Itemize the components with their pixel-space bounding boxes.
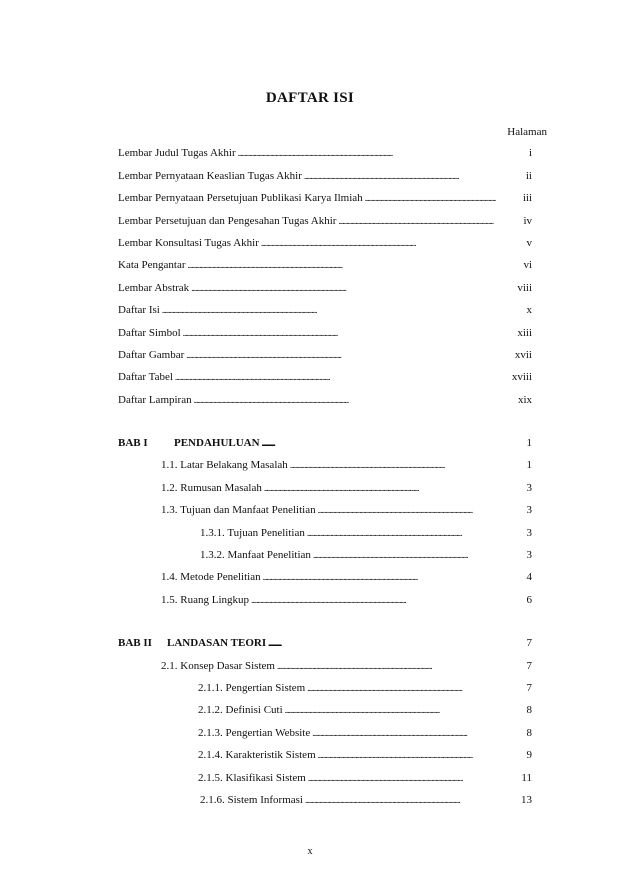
- section-number: 2.1.2.: [198, 704, 223, 717]
- toc-entry-daftar-gambar[interactable]: [118, 340, 532, 362]
- dot-leader: [263, 571, 496, 584]
- section-title: Ruang Lingkup: [180, 593, 249, 606]
- toc-entry-page: 6: [526, 593, 532, 606]
- toc-section-label: [118, 794, 303, 807]
- toc-section-2-1-6[interactable]: [118, 785, 532, 807]
- toc-section-label: [118, 504, 316, 517]
- toc-entry-page: 8: [526, 704, 532, 717]
- toc-entry-label: Daftar Simbol: [118, 326, 181, 339]
- section-number: 1.1.: [161, 459, 178, 472]
- toc-entry-daftar-tabel[interactable]: [118, 362, 532, 384]
- toc-entry-page: ii: [525, 169, 532, 182]
- section-title: Pengertian Sistem: [225, 681, 306, 694]
- dot-leader: [365, 192, 496, 205]
- toc-entry-lembar-pernyataan-keaslian[interactable]: [118, 160, 532, 182]
- section-gap: [118, 407, 532, 428]
- toc-entry-label: Lembar Abstrak: [118, 281, 190, 294]
- toc-entry-lembar-konsultasi[interactable]: [118, 228, 532, 250]
- toc-entry-label: Daftar Tabel: [118, 371, 173, 384]
- toc-entry-label: Lembar Pernyataan Keaslian Tugas Akhir: [118, 169, 302, 182]
- toc-entry-page: vi: [523, 259, 532, 272]
- toc-section-label: [118, 660, 275, 673]
- section-number: 2.1.6.: [200, 793, 225, 806]
- toc-section-label: [118, 527, 305, 540]
- section-title: Klasifikasi Sistem: [225, 771, 306, 784]
- section-number: 2.1.5.: [198, 771, 223, 784]
- chapter-title: PENDAHULUAN: [174, 437, 260, 450]
- toc-entry-label: Lembar Konsultasi Tugas Akhir: [118, 236, 259, 249]
- section-number: 2.1.3.: [198, 726, 223, 739]
- toc-entry-page: 3: [526, 504, 532, 517]
- toc-section-label: [118, 772, 306, 785]
- toc-section-2-1-4[interactable]: [118, 740, 532, 762]
- dot-leader: [264, 482, 496, 495]
- toc-entry-label: Daftar Gambar: [118, 348, 185, 361]
- toc-section-label: [118, 727, 310, 740]
- toc-section-1-3-2[interactable]: [118, 540, 532, 562]
- dot-leader: [162, 304, 496, 317]
- toc-section-label: [118, 594, 249, 607]
- toc-entry-page: 8: [526, 726, 532, 739]
- dot-leader: [268, 637, 496, 650]
- section-gap: [118, 607, 532, 628]
- section-title: Karakteristik Sistem: [225, 749, 316, 762]
- chapter-title: LANDASAN TEORI: [167, 637, 267, 650]
- page-title: DAFTAR ISI: [265, 90, 355, 106]
- toc-section-label: [118, 459, 288, 472]
- toc-section-label: [118, 749, 316, 762]
- section-title: Konsep Dasar Sistem: [180, 659, 275, 672]
- table-of-contents: [118, 138, 532, 807]
- toc-entry-page: viii: [517, 281, 532, 294]
- page-column-label: Halaman: [507, 126, 547, 138]
- dot-leader: [194, 394, 496, 407]
- section-title: Manfaat Penelitian: [227, 549, 311, 562]
- toc-entry-page: x: [526, 304, 532, 317]
- dot-leader: [277, 660, 496, 673]
- dot-leader: [305, 794, 496, 807]
- section-number: 1.2.: [161, 481, 178, 494]
- dot-leader: [188, 259, 497, 272]
- toc-entry-kata-pengantar[interactable]: [118, 250, 532, 272]
- section-title: Metode Penelitian: [180, 571, 261, 584]
- section-number: 1.3.2.: [200, 549, 225, 562]
- toc-entry-lembar-pernyataan-persetujuan[interactable]: [118, 183, 532, 205]
- chapter-heading: [118, 637, 266, 650]
- dot-leader: [238, 147, 496, 160]
- dot-leader: [251, 594, 496, 607]
- toc-entry-page: 1: [526, 437, 532, 450]
- dot-leader: [307, 527, 496, 540]
- dot-leader: [304, 170, 496, 183]
- chapter-code: BAB II: [118, 637, 152, 650]
- toc-section-2-1-3[interactable]: [118, 717, 532, 739]
- toc-entry-label: Daftar Isi: [118, 304, 160, 317]
- toc-entry-label: Daftar Lampiran: [118, 393, 192, 406]
- dot-leader: [307, 682, 496, 695]
- toc-entry-page: 7: [526, 681, 532, 694]
- toc-entry-lembar-persetujuan-pengesahan[interactable]: [118, 205, 532, 227]
- toc-entry-page: 7: [526, 659, 532, 672]
- dot-leader: [262, 437, 496, 450]
- toc-entry-page: 9: [526, 749, 532, 762]
- dot-leader: [175, 371, 496, 384]
- toc-entry-label: Lembar Judul Tugas Akhir: [118, 147, 236, 160]
- toc-entry-lembar-judul[interactable]: [118, 138, 532, 160]
- toc-entry-page: xviii: [511, 371, 532, 384]
- toc-entry-page: xiii: [517, 326, 532, 339]
- toc-entry-label: Lembar Persetujuan dan Pengesahan Tugas Akhir: [118, 214, 337, 227]
- toc-entry-daftar-simbol[interactable]: [118, 317, 532, 339]
- toc-entry-page: xvii: [514, 348, 532, 361]
- toc-chapter-1[interactable]: [118, 428, 532, 450]
- toc-section-label: [118, 704, 283, 717]
- toc-entry-page: iv: [523, 214, 532, 227]
- toc-entry-page: 13: [521, 793, 532, 806]
- toc-section-2-1[interactable]: [118, 650, 532, 672]
- section-number: 1.3.1.: [200, 526, 225, 539]
- toc-entry-lembar-abstrak[interactable]: [118, 272, 532, 294]
- section-title: Definisi Cuti: [225, 704, 283, 717]
- toc-section-label: [118, 571, 261, 584]
- chapter-heading: [118, 437, 260, 450]
- toc-entry-page: i: [528, 147, 532, 160]
- toc-section-2-1-5[interactable]: [118, 762, 532, 784]
- toc-entry-label: Kata Pengantar: [118, 259, 186, 272]
- dot-leader: [183, 327, 496, 340]
- toc-entry-page: 4: [526, 571, 532, 584]
- dot-leader: [285, 704, 496, 717]
- toc-chapter-2[interactable]: [118, 628, 532, 650]
- dot-leader: [261, 237, 496, 250]
- dot-leader: [191, 282, 496, 295]
- toc-entry-page: 3: [526, 549, 532, 562]
- section-title: Tujuan dan Manfaat Penelitian: [180, 504, 316, 517]
- dot-leader: [318, 504, 496, 517]
- toc-section-2-1-1[interactable]: [118, 673, 532, 695]
- dot-leader: [312, 727, 496, 740]
- dot-leader: [318, 749, 496, 762]
- section-title: Sistem Informasi: [227, 793, 303, 806]
- section-title: Tujuan Penelitian: [227, 526, 305, 539]
- toc-entry-page: 3: [526, 526, 532, 539]
- toc-section-1-1[interactable]: [118, 450, 532, 472]
- toc-section-1-2[interactable]: [118, 472, 532, 494]
- toc-entry-page: v: [526, 236, 532, 249]
- toc-entry-page: iii: [522, 192, 532, 205]
- section-title: Pengertian Website: [225, 726, 311, 739]
- toc-section-1-3-1[interactable]: [118, 517, 532, 539]
- dot-leader: [308, 772, 496, 785]
- section-number: 1.5.: [161, 593, 178, 606]
- section-title: Latar Belakang Masalah: [180, 459, 288, 472]
- chapter-code: BAB I: [118, 437, 148, 450]
- toc-entry-daftar-lampiran[interactable]: [118, 384, 532, 406]
- toc-entry-page: 11: [521, 771, 532, 784]
- dot-leader: [338, 215, 496, 228]
- dot-leader: [290, 459, 496, 472]
- dot-leader: [186, 349, 496, 362]
- toc-section-1-5[interactable]: [118, 584, 532, 606]
- section-number: 1.4.: [161, 571, 178, 584]
- section-number: 1.3.: [161, 504, 178, 517]
- toc-entry-daftar-isi[interactable]: [118, 295, 532, 317]
- toc-section-label: [118, 549, 311, 562]
- toc-entry-page: 1: [526, 459, 532, 472]
- footer-page-number: x: [307, 846, 313, 857]
- section-number: 2.1.4.: [198, 749, 223, 762]
- toc-entry-page: xix: [517, 393, 532, 406]
- toc-section-label: [118, 482, 262, 495]
- section-number: 2.1.1.: [198, 681, 223, 694]
- toc-entry-label: Lembar Pernyataan Persetujuan Publikasi Karya Ilmiah: [118, 192, 363, 205]
- toc-entry-page: 3: [526, 481, 532, 494]
- dot-leader: [313, 549, 496, 562]
- section-title: Rumusan Masalah: [180, 481, 262, 494]
- section-number: 2.1.: [161, 659, 178, 672]
- toc-section-1-4[interactable]: [118, 562, 532, 584]
- toc-section-label: [118, 682, 305, 695]
- toc-section-2-1-2[interactable]: [118, 695, 532, 717]
- toc-section-1-3[interactable]: [118, 495, 532, 517]
- toc-entry-page: 7: [526, 637, 532, 650]
